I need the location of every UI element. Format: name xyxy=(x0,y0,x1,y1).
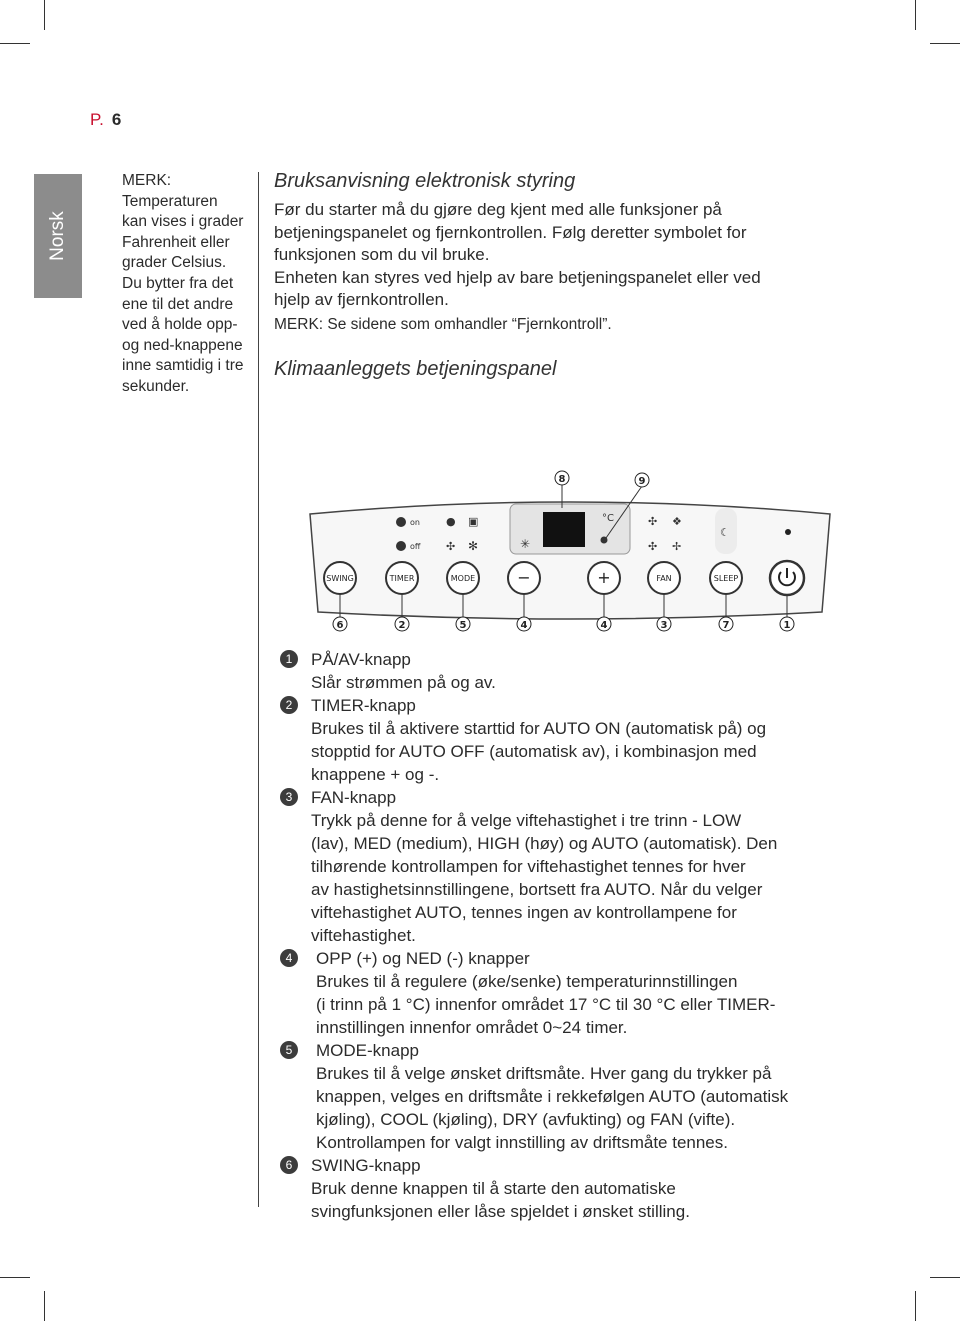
control-panel-diagram xyxy=(300,462,840,642)
paragraph-line: Enheten kan styres ved hjelp av bare betjeningspanelet eller ved xyxy=(274,267,761,287)
crop-mark xyxy=(44,1291,45,1321)
sidebar-note-line: grader Celsius. xyxy=(122,254,227,272)
fan-button-label: FAN xyxy=(656,574,672,583)
item-text: knappen, velges en driftsmåte i rekkefølgen AUTO (automatisk xyxy=(316,1087,789,1106)
item-number-badge: 5 xyxy=(280,1041,298,1059)
item-title: TIMER-knapp xyxy=(311,696,416,715)
sidebar-note-line: ene til det andre xyxy=(122,295,234,313)
callout-6: 6 xyxy=(336,620,344,631)
section-title: Bruksanvisning elektronisk styring xyxy=(274,170,576,192)
page-number xyxy=(90,110,121,130)
item-number-badge: 3 xyxy=(280,788,298,806)
power-indicator xyxy=(785,529,791,535)
sidebar-note-line: og ned-knappene xyxy=(122,336,243,354)
item-title: FAN-knapp xyxy=(311,788,397,807)
remote-note: MERK: Se sidene som omhandler “Fjernkontroll”. xyxy=(274,315,612,333)
panel-section-title: Klimaanleggets betjeningspanel xyxy=(274,357,557,380)
sidebar-note-line: sekunder. xyxy=(122,377,190,395)
list-item xyxy=(280,694,860,786)
callout-1: 1 xyxy=(783,620,791,631)
item-text: (lav), MED (medium), HIGH (høy) og AUTO (automatisk). Den xyxy=(311,834,778,853)
function-list xyxy=(280,648,860,1223)
paragraph-line: Før du starter må du gjøre deg kjent med alle funksjoner på xyxy=(274,200,722,219)
item-number-badge: 4 xyxy=(280,949,298,967)
crop-mark xyxy=(915,1291,916,1321)
sidebar-note-line: ved å holde opp- xyxy=(122,316,238,334)
item-text: tilhørende kontrollampen for viftehastighet tennes for hver xyxy=(311,857,746,876)
item-number-badge: 2 xyxy=(280,696,298,714)
sidebar-note-line: MERK: xyxy=(122,172,172,189)
callout-3: 3 xyxy=(660,620,668,631)
item-title: MODE-knapp xyxy=(316,1041,419,1060)
callout-7: 7 xyxy=(722,620,730,631)
fan-med-icon: ✣ xyxy=(648,540,658,553)
item-text: av hastighetsinnstillingene, bortsett fra AUTO. Når du velger xyxy=(311,880,763,899)
item-text: kjøling), COOL (kjøling), DRY (avfukting) og FAN (vifte). xyxy=(316,1110,736,1129)
list-item xyxy=(280,1154,860,1223)
paragraph-line: hjelp av fjernkontrollen. xyxy=(274,290,449,309)
callout-5: 5 xyxy=(459,620,467,631)
timer-button-label: TIMER xyxy=(389,574,415,583)
fan-high-icon: ✣ xyxy=(648,515,658,528)
swing-button-label: SWING xyxy=(326,574,354,583)
control-paragraph xyxy=(274,267,834,312)
item-text: Brukes til å velge ønsket driftsmåte. Hver gang du trykker på xyxy=(316,1064,772,1083)
crop-mark xyxy=(930,43,960,44)
intro-paragraph xyxy=(274,199,834,267)
callout-8: 8 xyxy=(558,474,566,485)
language-tab-label: Norsk xyxy=(47,211,68,261)
up-button-label: + xyxy=(597,568,611,587)
fan-mode-icon: ✣ xyxy=(446,540,456,553)
item-text: Brukes til å aktivere starttid for AUTO ON (automatisk på) og xyxy=(311,719,767,738)
timer-off-indicator xyxy=(396,541,406,551)
item-number-badge: 6 xyxy=(280,1156,298,1174)
sidebar-note-line: Du bytter fra det xyxy=(122,274,234,292)
crop-mark xyxy=(44,0,45,30)
callout-9: 9 xyxy=(638,476,646,487)
callout-4b: 4 xyxy=(600,620,608,631)
column-divider xyxy=(258,172,259,1207)
mode-button-label: MODE xyxy=(450,574,476,583)
fan-low-icon: ✢ xyxy=(672,540,682,553)
sleep-button-label: SLEEP xyxy=(713,574,739,583)
page-number-value: 6 xyxy=(111,110,122,129)
item-title: OPP (+) og NED (-) knapper xyxy=(316,949,530,968)
timer-on-indicator xyxy=(396,517,406,527)
sidebar-note-line: kan vises i grader xyxy=(122,213,244,231)
item-text: knappene + og -. xyxy=(311,765,440,784)
item-title: PÅ/AV-knapp xyxy=(311,650,411,669)
callout-2: 2 xyxy=(398,620,406,631)
item-text: Brukes til å regulere (øke/senke) temperaturinnstillingen xyxy=(316,972,738,991)
list-item xyxy=(280,786,860,947)
item-text: Bruk denne knappen til å starte den automatiske xyxy=(311,1179,676,1198)
item-number-badge: 1 xyxy=(280,650,298,668)
crop-mark xyxy=(0,43,30,44)
item-text: innstillingen innenfor området 0~24 timer. xyxy=(316,1018,628,1037)
item-text: stopptid for AUTO OFF (automatisk av), i kombinasjon med xyxy=(311,742,757,761)
item-text: viftehastighet AUTO, tennes ingen av kontrollampene for xyxy=(311,903,737,922)
auto-mode-icon: ▣ xyxy=(468,515,479,528)
item-text: (i trinn på 1 °C) innenfor området 17 °C til 30 °C eller TIMER- xyxy=(316,995,776,1014)
item-text: Kontrollampen for valgt innstilling av driftsmåte tennes. xyxy=(316,1133,728,1152)
indicator-off-label: off xyxy=(410,542,421,551)
down-button-label: − xyxy=(517,568,531,587)
sidebar-note xyxy=(122,171,257,398)
list-item xyxy=(280,1039,860,1154)
sleep-moon-icon: ☾ xyxy=(720,526,730,539)
fan-auto-icon: ❖ xyxy=(672,515,682,528)
paragraph-line: funksjonen som du vil bruke. xyxy=(274,245,490,264)
list-item xyxy=(280,947,860,1039)
item-text: svingfunksjonen eller låse spjeldet i ønsket stilling. xyxy=(311,1202,690,1221)
paragraph-line: betjeningspanelet og fjernkontrollen. Følg deretter symbolet for xyxy=(274,222,747,242)
sidebar-note-line: Fahrenheit eller xyxy=(122,233,230,251)
list-item xyxy=(280,648,860,694)
dry-mode-icon: ● xyxy=(446,515,456,528)
heat-mode-icon: ✳ xyxy=(520,537,531,551)
page-prefix: P. xyxy=(90,110,104,129)
item-text: Trykk på denne for å velge viftehastighet i tre trinn - LOW xyxy=(311,811,742,830)
callout-4: 4 xyxy=(520,620,528,631)
main-content xyxy=(274,170,834,381)
celsius-label: °C xyxy=(602,513,614,524)
item-text: Slår strømmen på og av. xyxy=(311,673,496,692)
item-title: SWING-knapp xyxy=(311,1156,421,1175)
indicator-on-label: on xyxy=(410,518,420,527)
language-tab xyxy=(34,174,82,298)
item-text: viftehastighet. xyxy=(311,926,416,945)
crop-mark xyxy=(930,1277,960,1278)
crop-mark xyxy=(915,0,916,30)
crop-mark xyxy=(0,1277,30,1278)
cool-mode-icon: ✻ xyxy=(468,539,479,553)
sidebar-note-line: inne samtidig i tre xyxy=(122,357,244,375)
sidebar-note-line: Temperaturen xyxy=(122,192,218,210)
